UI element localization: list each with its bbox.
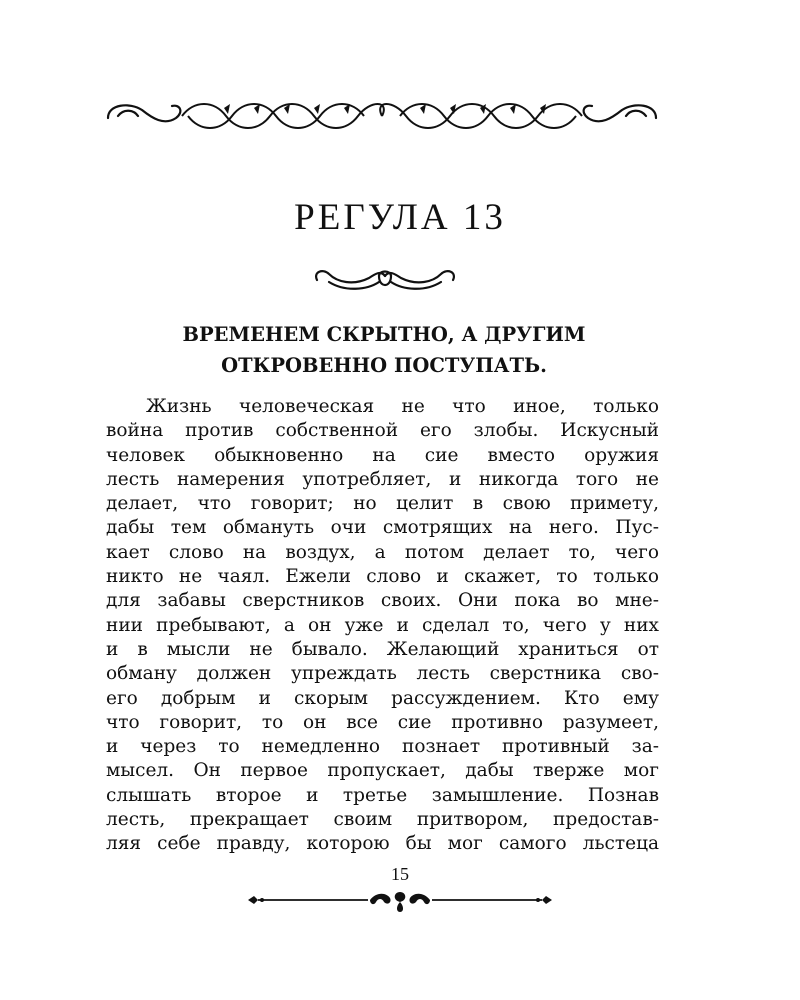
body-paragraph (106, 395, 659, 857)
top-ornament-border (104, 96, 660, 136)
text-line: и в мысли не бывало. Желающий храниться от (106, 638, 659, 660)
text-line: дабы тем обмануть очи смотрящих на него. Пус- (106, 517, 659, 539)
text-line: лесть намерения употребляет, и никогда того не (106, 468, 659, 490)
text-line: человек обыкновенно на сие вместо оружия (106, 444, 659, 466)
text-line: Жизнь человеческая не что иное, только (146, 396, 659, 417)
text-line: мысел. Он первое пропускает, дабы тверже мог (106, 760, 659, 782)
chapter-subheading (110, 319, 658, 381)
subheading-line: ОТКРОВЕННО ПОСТУПАТЬ. (221, 354, 547, 377)
text-line: слышать второе и третье замышление. Познав (106, 784, 659, 806)
text-line: делает, что говорит; но целит в свою примету, (106, 493, 659, 515)
page-number: 15 (391, 864, 409, 884)
bottom-ornament-rule (244, 886, 556, 914)
title-flourish (309, 262, 461, 294)
text-line: ляя себе правду, которою бы мог самого льстеца (106, 833, 659, 855)
text-line: лесть, прекращает своим притвором, предостав- (106, 809, 659, 831)
text-line: для забавы сверстников своих. Они пока во мне- (106, 590, 659, 612)
text-line: обману должен упреждать лесть сверстника сво- (106, 663, 659, 685)
text-line: нии пребывают, а он уже и сделал то, чего у них (106, 614, 659, 636)
text-line: и через то немедленно познает противный за- (106, 736, 659, 758)
text-line: никто не чаял. Ежели слово и скажет, то только (106, 566, 659, 588)
chapter-title: РЕГУЛА 13 (294, 197, 506, 238)
subheading-line: ВРЕМЕНЕМ СКРЫТНО, А ДРУГИМ (182, 323, 586, 346)
text-line: война против собственной его злобы. Искусный (106, 420, 659, 442)
text-line: кает слово на воздух, а потом делает то, чего (106, 541, 659, 563)
text-line: его добрым и скорым рассуждением. Кто ему (106, 687, 659, 709)
text-line: что говорит, то он все сие противно разумеет, (106, 711, 659, 733)
